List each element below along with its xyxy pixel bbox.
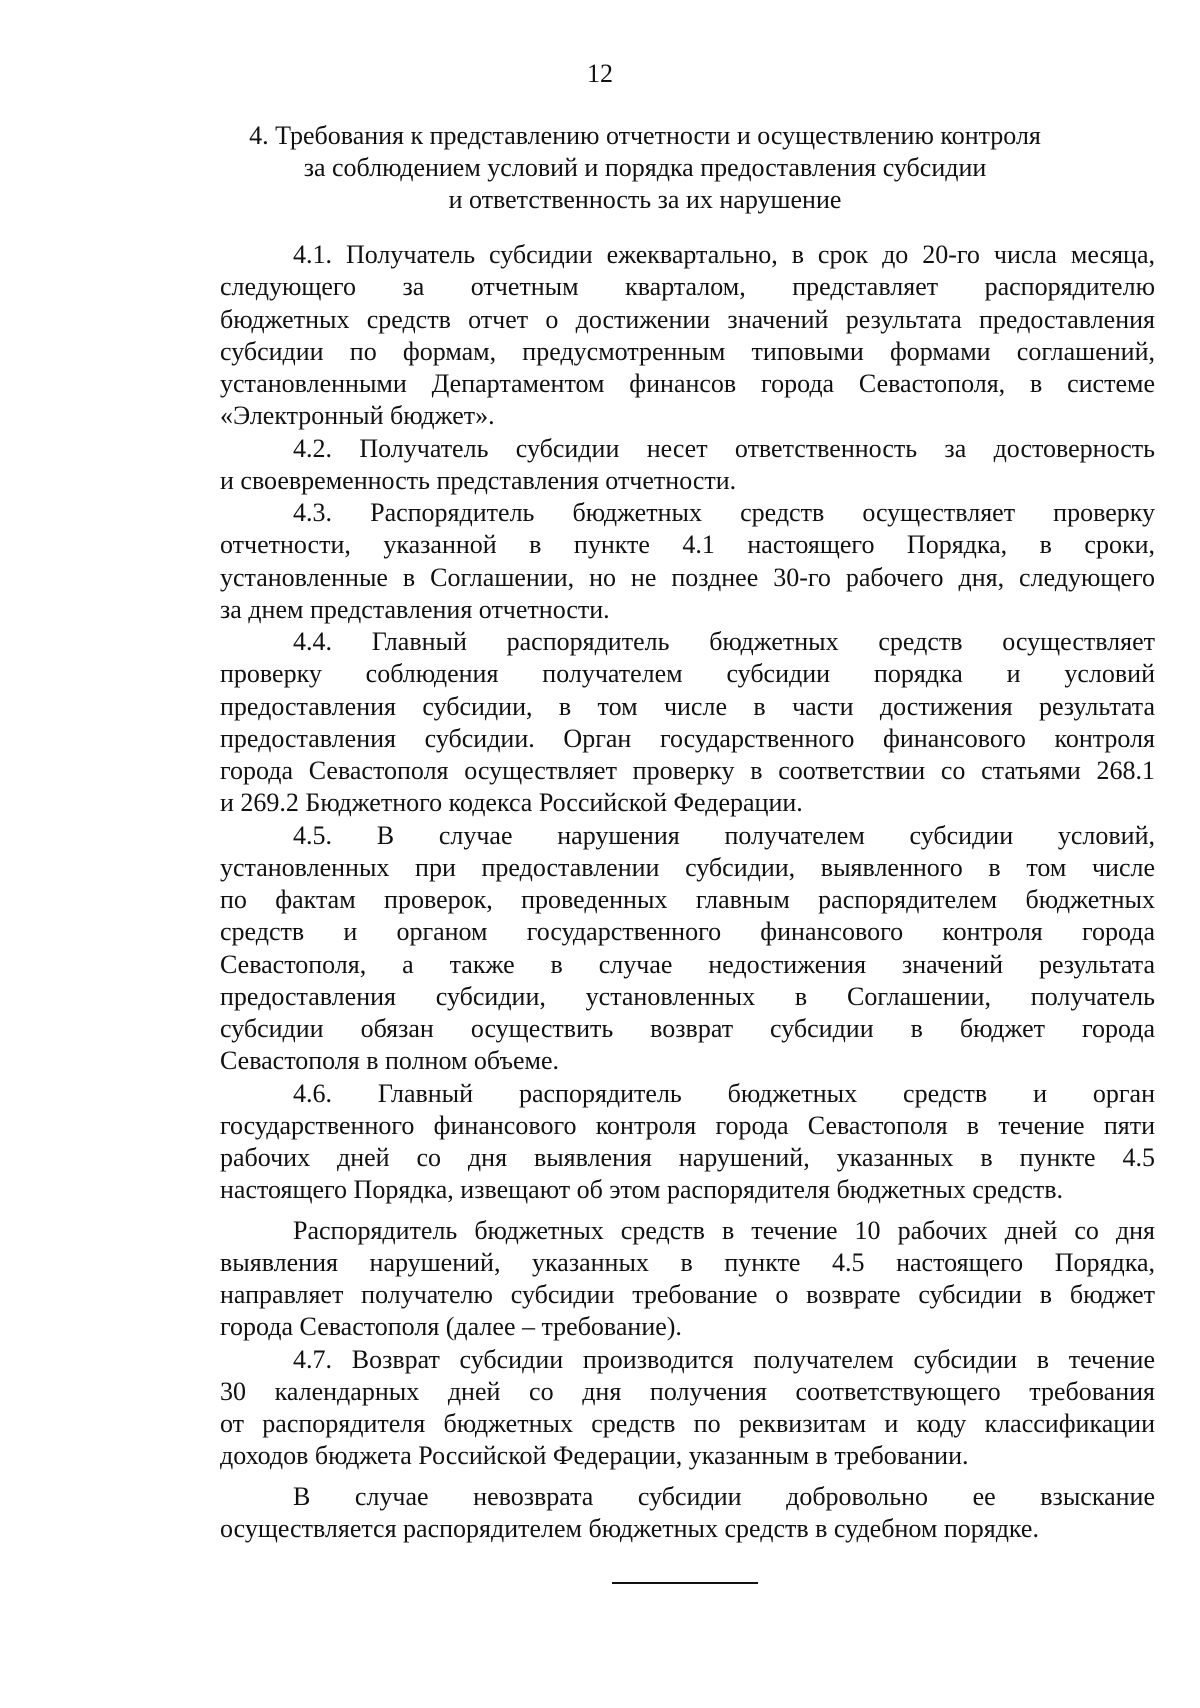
- text-line: Севастополя, а также в случае недостижения значений результата: [220, 949, 1155, 979]
- end-rule: [612, 1582, 758, 1584]
- paragraph-spacer: [220, 1473, 1155, 1481]
- text-line: 4.3. Распорядитель бюджетных средств осуществляет проверку: [293, 498, 1155, 527]
- text-line: предоставления субсидии, установленных в Соглашении, получатель: [220, 981, 1155, 1011]
- text-line: установленные в Соглашении, но не позднее 30-го рабочего дня, следующего: [220, 562, 1155, 592]
- text-line: государственного финансового контроля города Севастополя в течение пяти: [220, 1110, 1155, 1140]
- paragraph-spacer: [220, 1207, 1155, 1215]
- paragraph-4-4: [220, 626, 1155, 820]
- text-line: настоящего Порядка, извещают об этом распорядителя бюджетных средств.: [220, 1175, 1064, 1205]
- text-line: предоставления субсидии, в том числе в части достижения результата: [220, 691, 1155, 721]
- text-line: 4.5. В случае нарушения получателем субсидии условий,: [293, 820, 1155, 850]
- text-line: города Севастополя осуществляет проверку в соответствии со статьями 268.1: [220, 756, 1155, 785]
- text-line: бюджетных средств отчет о достижении значений результата предоставления: [220, 304, 1155, 334]
- text-line: субсидии по формам, предусмотренным типовыми формами соглашений,: [220, 336, 1155, 366]
- text-line: и 269.2 Бюджетного кодекса Российской Федерации.: [220, 788, 803, 818]
- paragraph-4-6: [220, 1078, 1155, 1207]
- text-line: 30 календарных дней со дня получения соответствующего требования: [220, 1376, 1155, 1406]
- text-line: 4.6. Главный распорядитель бюджетных средств и орган: [293, 1078, 1155, 1108]
- paragraph-4-3: [220, 497, 1155, 626]
- text-line: рабочих дней со дня выявления нарушений, указанных в пункте 4.5: [220, 1143, 1155, 1172]
- text-line: В случае невозврата субсидии добровольно ее взыскание: [293, 1481, 1155, 1511]
- heading-line: 4. Требования к представлению отчетности и осуществлению контроля: [249, 121, 1041, 150]
- paragraph-notice: [220, 1215, 1155, 1344]
- text-line: установленных при предоставлении субсидии, выявленного в том числе: [220, 852, 1155, 882]
- paragraph-4-7: [220, 1344, 1155, 1473]
- text-line: по фактам проверок, проведенных главным распорядителем бюджетных: [220, 885, 1155, 914]
- text-line: 4.1. Получатель субсидии ежеквартально, в срок до 20-го числа месяца,: [293, 240, 1155, 269]
- document-body: [220, 239, 1155, 1545]
- text-line: 4.2. Получатель субсидии несет ответственность за достоверность: [293, 433, 1155, 463]
- text-line: «Электронный бюджет».: [220, 401, 495, 431]
- text-line: выявления нарушений, указанных в пункте 4.5 настоящего Порядка,: [220, 1247, 1155, 1277]
- paragraph-recovery: [220, 1481, 1155, 1546]
- section-heading: [225, 120, 1065, 216]
- text-line: направляет получателю субсидии требование о возврате субсидии в бюджет: [220, 1280, 1155, 1309]
- text-line: 4.4. Главный распорядитель бюджетных средств осуществляет: [293, 627, 1155, 656]
- text-line: осуществляется распорядителем бюджетных средств в судебном порядке.: [220, 1513, 1039, 1543]
- text-line: Распорядитель бюджетных средств в течение 10 рабочих дней со дня: [293, 1215, 1155, 1245]
- text-line: следующего за отчетным кварталом, представляет распорядителю: [220, 272, 1155, 302]
- paragraph-4-2: [220, 433, 1155, 498]
- text-line: установленными Департаментом финансов города Севастополя, в системе: [220, 369, 1155, 398]
- text-line: города Севастополя (далее – требование).: [220, 1312, 682, 1342]
- paragraph-4-5: [220, 820, 1155, 1078]
- text-line: проверку соблюдения получателем субсидии порядка и условий: [220, 659, 1155, 689]
- text-line: доходов бюджета Российской Федерации, указанным в требовании.: [220, 1441, 969, 1471]
- text-line: субсидии обязан осуществить возврат субсидии в бюджет города: [220, 1014, 1155, 1043]
- text-line: Севастополя в полном объеме.: [220, 1046, 559, 1076]
- page-number: 12: [587, 59, 613, 88]
- text-line: 4.7. Возврат субсидии производится получателем субсидии в течение: [293, 1344, 1155, 1374]
- heading-line: за соблюдением условий и порядка предоставления субсидии: [303, 153, 987, 182]
- paragraph-4-1: [220, 239, 1155, 433]
- heading-line: и ответственность за их нарушение: [448, 185, 842, 214]
- text-line: и своевременность представления отчетности.: [220, 465, 737, 495]
- text-line: от распорядителя бюджетных средств по реквизитам и коду классификации: [220, 1409, 1155, 1438]
- text-line: средств и органом государственного финансового контроля города: [220, 917, 1155, 947]
- text-line: за днем представления отчетности.: [220, 594, 610, 624]
- text-line: предоставления субсидии. Орган государственного финансового контроля: [220, 723, 1155, 753]
- text-line: отчетности, указанной в пункте 4.1 настоящего Порядка, в сроки,: [220, 530, 1155, 560]
